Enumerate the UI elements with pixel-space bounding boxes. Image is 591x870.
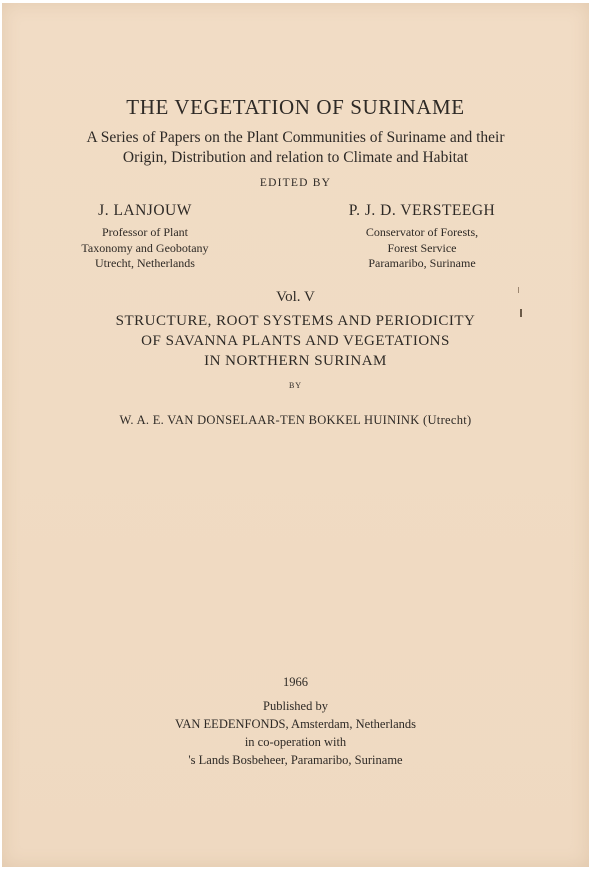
editor-desc-line: Professor of Plant: [102, 225, 188, 239]
series-subtitle: [2, 128, 589, 168]
by-label: BY: [288, 381, 303, 390]
editor-name: P. J. D. VERSTEEGH: [348, 202, 496, 219]
editor-desc-line: Conservator of Forests,: [365, 225, 479, 239]
editor-name: J. LANJOUW: [98, 202, 192, 219]
editor-desc-line: Forest Service: [387, 240, 457, 255]
book-cover: [2, 3, 589, 867]
publisher-line: in co-operation with: [244, 735, 347, 749]
editor-desc-line: Taxonomy and Geobotany: [81, 240, 209, 255]
book-title: THE VEGETATION OF SURINAME: [126, 95, 465, 119]
paper-blemish: [518, 287, 519, 293]
publisher-line: VAN EEDENFONDS, Amsterdam, Netherlands: [174, 717, 417, 731]
paper-blemish: [520, 309, 522, 317]
author: W. A. E. VAN DONSELAAR-TEN BOKKEL HUININK (Utrecht): [119, 413, 472, 427]
work-title-line: OF SAVANNA PLANTS AND VEGETATIONS: [141, 333, 450, 349]
publisher-line: 's Lands Bosbeheer, Paramaribo, Suriname: [188, 753, 403, 767]
work-title-line: STRUCTURE, ROOT SYSTEMS AND PERIODICITY: [115, 313, 476, 329]
subtitle-line: Origin, Distribution and relation to Climate and Habitat: [122, 149, 469, 166]
editor-versteegh: [327, 202, 517, 272]
editor-description: [327, 225, 517, 272]
volume-number: Vol. V: [276, 289, 315, 305]
editor-description: [50, 225, 240, 272]
publication-year: 1966: [283, 675, 308, 689]
editor-desc-line: Paramaribo, Suriname: [368, 256, 476, 270]
subtitle-line: A Series of Papers on the Plant Communities of Suriname and their: [86, 129, 505, 146]
work-title-line: IN NORTHERN SURINAM: [204, 353, 387, 369]
work-title: [2, 311, 589, 371]
publisher-line: Published by: [263, 699, 328, 713]
edited-by-label: EDITED BY: [259, 177, 332, 189]
editor-lanjouw: [50, 202, 240, 272]
publisher-block: [2, 697, 589, 769]
editor-desc-line: Utrecht, Netherlands: [95, 256, 195, 270]
